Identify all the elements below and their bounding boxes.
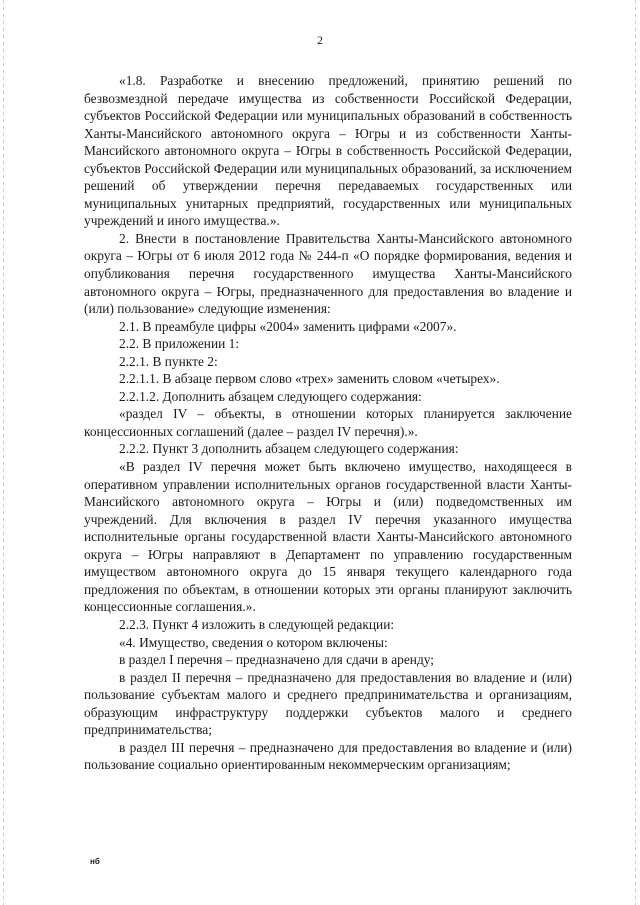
paragraph-section-iv-quote: «раздел IV – объекты, в отношении которых планируется заключение концессионных соглашений (далее – раздел IV перечня).». [84,406,572,439]
document-body [84,72,572,774]
paragraph-section-ii: в раздел II перечня – предназначено для предоставления во владение и (или) пользование субъектам малого и среднего предпринимательства и организациям, образующим инфраструктуру поддержки субъектов малого и среднего предпринимательства; [84,669,572,738]
page-number: 2 [317,33,323,47]
paragraph-item-3-quote: «В раздел IV перечня может быть включено имущество, находящееся в оперативном управлении исполнительных органов государственной власти Ханты-Мансийского автономного округа – Югры и (или) подведомственных им учреждений. Для включения в раздел IV перечня указанного имущества исполнительные органы государственной власти Ханты-Мансийского автономного округа – Югры направляют в Департамент по управлению государственным имуществом автономного округа до 15 января текущего календарного года предложения по объектам, в отношении которых эти органы планируют заключить концессионные соглашения.». [84,459,572,615]
paragraph-2: 2. Внести в постановление Правительства Ханты-Мансийского автономного округа – Югры от 6 июля 2012 года № 244-п «О порядке формирования, ведения и опубликования перечня государственного имущества Ханты-Мансийского автономного округа – Югры, предназначенного для предоставления во владение и (или) пользование» следующие изменения: [84,230,572,317]
scan-edge-left [3,0,4,905]
paragraph-2-2-1-1: 2.2.1.1. В абзаце первом слово «трех» заменить словом «четырех». [119,371,500,387]
paragraph-2-2-2: 2.2.2. Пункт 3 дополнить абзацем следующего содержания: [119,441,459,457]
paragraph-2-2-1-2: 2.2.1.2. Дополнить абзацем следующего содержания: [119,388,422,404]
paragraph-2-2-1: 2.2.1. В пункте 2: [119,353,218,369]
paragraph-section-i: в раздел I перечня – предназначено для сдачи в аренду; [119,652,434,668]
paragraph-2-1: 2.1. В преамбуле цифры «2004» заменить цифрами «2007». [119,318,457,334]
footer-mark: нб [90,857,100,866]
paragraph-1-8: «1.8. Разработке и внесению предложений, принятию решений по безвозмездной передаче имущества из собственности Российской Федерации, субъектов Российской Федерации или муниципальных образований в собственность Ханты-Мансийского автономного округа – Югры и из собственности Ханты-Мансийского автономного округа – Югры в собственность Российской Федерации, субъектов Российской Федерации или муниципальных образований, за исключением решений об утверждении перечня передаваемых государственных или муниципальных унитарных предприятий, государственных или муниципальных учреждений и иного имущества.». [84,73,572,229]
paragraph-item-4-intro: «4. Имущество, сведения о котором включены: [119,634,388,650]
paragraph-section-iii: в раздел III перечня – предназначено для предоставления во владение и (или) пользование социально ориентированным некоммерческим организациям; [84,739,572,773]
scan-edge-right [635,0,636,905]
paragraph-2-2: 2.2. В приложении 1: [119,336,240,352]
paragraph-2-2-3: 2.2.3. Пункт 4 изложить в следующей редакции: [119,616,395,632]
